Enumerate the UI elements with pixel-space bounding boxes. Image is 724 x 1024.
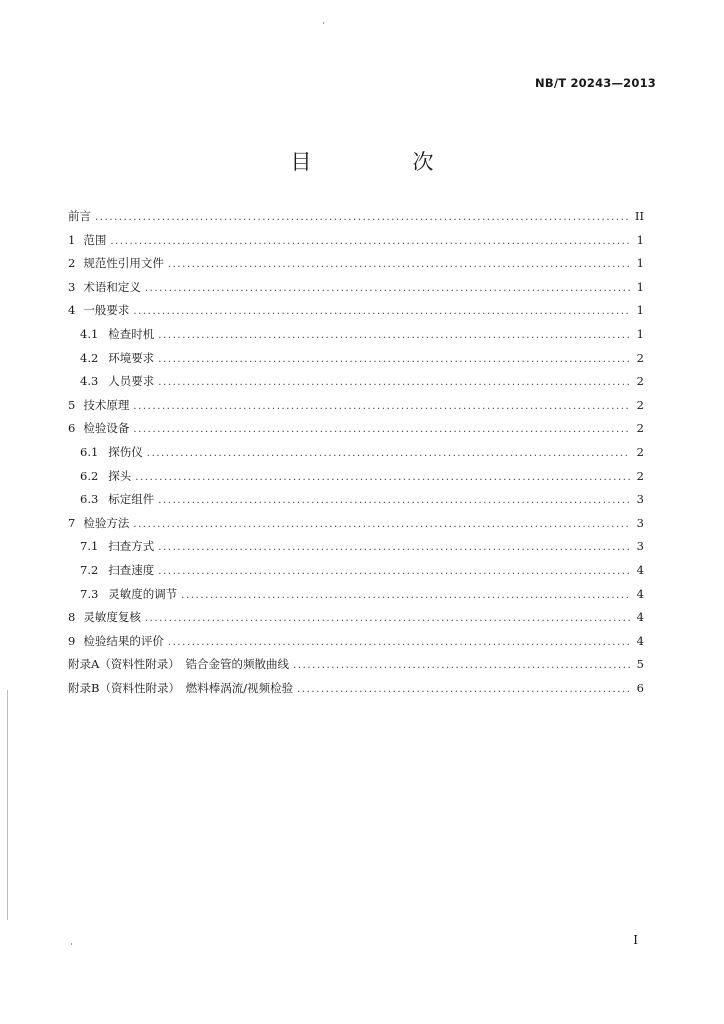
toc-leader-dots	[145, 607, 630, 631]
toc-entry-page: 3	[636, 492, 644, 507]
toc-entry-page: II	[634, 209, 644, 223]
toc-leader-dots	[158, 348, 630, 372]
toc-entry-number: 4.3	[80, 374, 99, 389]
toc-entry-number: 4.2	[80, 350, 99, 365]
toc-entry-page: 6	[636, 680, 644, 695]
toc-leader-dots	[110, 230, 630, 254]
toc-entry-number: 2	[68, 256, 76, 271]
toc-entry-page: 2	[636, 374, 644, 389]
toc-leader-dots	[168, 253, 630, 277]
toc-entry-page: 1	[636, 279, 644, 294]
toc-leader-dots	[297, 678, 630, 702]
toc-entry-number: 7.3	[80, 586, 99, 601]
toc-leader-dots	[158, 489, 630, 513]
toc-entry-number: 4.1	[80, 326, 99, 341]
toc-entry-page: 4	[636, 610, 644, 625]
toc-entry-number: 6	[68, 421, 76, 436]
toc-entry-page: 1	[636, 303, 644, 318]
toc-entry[interactable]	[68, 276, 644, 300]
toc-leader-dots	[133, 300, 630, 324]
toc-entry-page: 4	[636, 633, 644, 648]
toc-entry-number: 4	[68, 303, 76, 318]
toc-entry-number: 7.1	[80, 539, 99, 554]
toc-leader-dots	[168, 631, 630, 655]
toc-entry-label: 灵敏度的调节	[108, 586, 178, 601]
toc-entry-number: 6.2	[80, 468, 99, 483]
toc-entry-page: 3	[636, 515, 644, 530]
toc-leader-dots	[158, 536, 630, 560]
toc-entry[interactable]	[68, 394, 644, 418]
scan-speck	[71, 943, 72, 945]
toc-entry-label: 探头	[108, 468, 132, 483]
toc-entry-label: 人员要求	[108, 374, 155, 389]
scan-margin-line	[7, 690, 8, 920]
toc-entry-page: 1	[636, 232, 644, 247]
toc-entry-label: 范围	[83, 232, 107, 247]
toc-entry-label: 灵敏度复核	[83, 610, 141, 625]
toc-entry-number: 8	[68, 610, 76, 625]
toc-leader-dots	[147, 442, 630, 466]
toc-entry-number: 6.3	[80, 492, 99, 507]
toc-entry-label: 一般要求	[83, 303, 130, 318]
toc-entry-label: 扫查方式	[108, 539, 155, 554]
toc-entry-page: 5	[636, 657, 644, 672]
toc-entry-label: 前言	[68, 209, 91, 223]
toc-entry[interactable]	[68, 205, 644, 229]
toc-entry[interactable]	[68, 229, 644, 253]
toc-leader-dots	[158, 324, 630, 348]
toc-entry-page: 1	[636, 256, 644, 271]
toc-entry-number: 7	[68, 515, 76, 530]
toc-entry-page: 1	[636, 326, 644, 341]
toc-entry-label: 技术原理	[83, 397, 130, 412]
toc-entry-label: 术语和定义	[83, 279, 141, 294]
toc-leader-dots	[135, 466, 630, 490]
toc-title: 目 次	[290, 150, 474, 174]
table-of-contents	[68, 205, 644, 700]
toc-entry-label: 规范性引用文件	[83, 256, 164, 271]
toc-leader-dots	[158, 560, 630, 584]
toc-entry-number: 6.1	[80, 444, 99, 459]
toc-entry-number: 5	[68, 397, 76, 412]
toc-entry[interactable]	[68, 441, 644, 465]
toc-entry-label: 环境要求	[108, 350, 155, 365]
toc-entry-page: 2	[636, 350, 644, 365]
toc-entry[interactable]	[68, 323, 644, 347]
toc-entry[interactable]	[68, 465, 644, 489]
toc-leader-dots	[133, 395, 630, 419]
toc-entry-number: 3	[68, 279, 76, 294]
toc-entry-page: 3	[636, 539, 644, 554]
toc-entry-page: 2	[636, 397, 644, 412]
toc-entry-page: 2	[636, 468, 644, 483]
toc-entry[interactable]	[68, 559, 644, 583]
toc-entry-number: 1	[68, 232, 76, 247]
toc-entry-page: 2	[636, 444, 644, 459]
toc-entry[interactable]	[68, 677, 644, 701]
toc-entry-label: 检查时机	[108, 326, 155, 341]
toc-entry[interactable]	[68, 630, 644, 654]
toc-leader-dots	[133, 513, 630, 537]
toc-entry-number: 7.2	[80, 562, 99, 577]
standard-code: NB/T 20243—2013	[535, 76, 656, 90]
page-number: I	[633, 933, 638, 947]
toc-entry-label: 检验设备	[83, 421, 130, 436]
toc-entry-page: 4	[636, 562, 644, 577]
toc-entry[interactable]	[68, 653, 644, 677]
toc-leader-dots	[158, 371, 630, 395]
toc-entry-label: 标定组件	[108, 492, 155, 507]
toc-leader-dots	[133, 418, 630, 442]
toc-entry-page: 2	[636, 421, 644, 436]
toc-entry-label: 检验方法	[83, 515, 130, 530]
toc-leader-dots	[95, 206, 630, 230]
toc-entry[interactable]	[68, 535, 644, 559]
toc-leader-dots	[145, 277, 630, 301]
toc-entry[interactable]	[68, 370, 644, 394]
toc-entry[interactable]	[68, 299, 644, 323]
toc-entry[interactable]	[68, 583, 644, 607]
toc-entry-label: 附录B（资料性附录） 燃料棒涡流/视频检验	[68, 680, 294, 695]
toc-entry-label: 附录A（资料性附录） 锆合金管的频散曲线	[68, 657, 290, 672]
toc-entry[interactable]	[68, 252, 644, 276]
toc-entry-page: 4	[636, 586, 644, 601]
toc-leader-dots	[181, 584, 630, 608]
scan-speck	[323, 22, 324, 24]
toc-entry-label: 扫查速度	[108, 562, 155, 577]
toc-entry[interactable]	[68, 512, 644, 536]
toc-entry[interactable]	[68, 347, 644, 371]
toc-entry-label: 检验结果的评价	[83, 633, 164, 648]
toc-entry-label: 探伤仪	[108, 444, 143, 459]
toc-entry-number: 9	[68, 633, 76, 648]
toc-entry[interactable]	[68, 606, 644, 630]
toc-entry[interactable]	[68, 417, 644, 441]
toc-leader-dots	[293, 654, 630, 678]
toc-entry[interactable]	[68, 488, 644, 512]
